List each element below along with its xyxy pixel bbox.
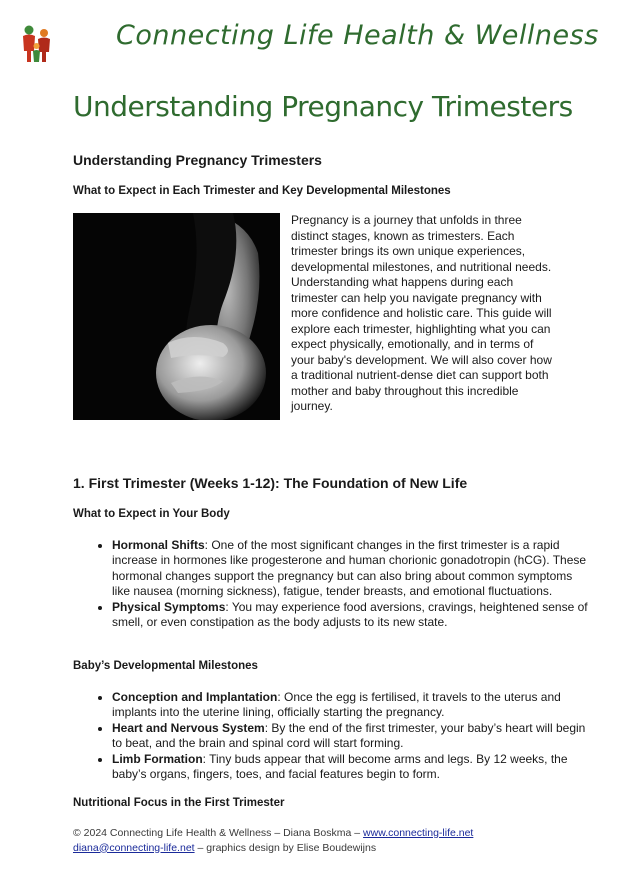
baby-milestones-heading: Baby’s Developmental Milestones xyxy=(73,660,258,672)
list-item-term: Heart and Nervous System xyxy=(112,720,265,735)
list-item xyxy=(112,690,592,721)
list-item-text: : Once the egg is fertilised, it travels to the uterus and implants into the uterine lining, officially starting the pregnancy. xyxy=(112,690,561,720)
page-title: Understanding Pregnancy Trimesters xyxy=(73,90,573,123)
footer-line-2 xyxy=(73,841,473,856)
section-heading: Understanding Pregnancy Trimesters xyxy=(73,152,322,168)
body-expectations-list xyxy=(73,538,592,630)
brand-name: Connecting Life Health & Wellness xyxy=(116,20,599,51)
section-tagline: What to Expect in Each Trimester and Key Developmental Milestones xyxy=(73,185,451,197)
email-link[interactable]: diana@connecting-life.net xyxy=(73,841,195,854)
footer-copyright: © 2024 Connecting Life Health & Wellness – Diana Boskma – xyxy=(73,827,364,839)
list-item xyxy=(112,721,592,752)
page-footer xyxy=(73,826,473,855)
list-item-term: Hormonal Shifts xyxy=(112,538,205,552)
pregnancy-photo xyxy=(73,213,280,420)
list-item xyxy=(112,600,592,631)
list-item-term: Conception and Implantation xyxy=(112,690,278,704)
list-item-text: : You may experience food aversions, cravings, heightened sense of smell, or even constipation as the body adjusts to its new state. xyxy=(112,599,588,630)
list-item-text: : By the end of the first trimester, your baby’s heart will begin to beat, and the brain and spinal cord will start forming. xyxy=(112,720,586,751)
nutrition-heading: Nutritional Focus in the First Trimester xyxy=(73,797,285,809)
body-expectations-heading: What to Expect in Your Body xyxy=(73,508,230,520)
footer-line-1 xyxy=(73,826,473,841)
family-figures-logo-icon xyxy=(20,24,54,64)
pregnant-woman-silhouette xyxy=(73,213,280,420)
list-item-text: : Tiny buds appear that will become arms and legs. By 12 weeks, the baby’s organs, fingers, toes, and facial features begin to form. xyxy=(112,751,568,782)
list-item-term: Limb Formation xyxy=(112,751,203,766)
page-header xyxy=(18,18,608,68)
list-item-text: : One of the most significant changes in the first trimester is a rapid increase in hormones like progesterone and human chorionic gonadotropin (hCG). These hormonal changes support the pregnancy but can also bring about common symptoms like nausea (morning sickness), fatigue, tender breasts, and emotional fluctuations. xyxy=(112,538,587,599)
website-link[interactable]: www.connecting-life.net xyxy=(363,827,474,839)
baby-milestones-list xyxy=(73,690,592,782)
footer-credit: – graphics design by Elise Boudewijns xyxy=(194,841,377,854)
list-item xyxy=(112,752,592,783)
list-item-term: Physical Symptoms xyxy=(112,599,226,614)
first-trimester-heading: 1. First Trimester (Weeks 1-12): The Foundation of New Life xyxy=(73,475,468,491)
list-item xyxy=(112,538,592,600)
intro-paragraph: Pregnancy is a journey that unfolds in three distinct stages, known as trimesters. Each trimester brings its own unique experiences, developmental milestones, and nutritional needs. Understanding what happens during each trimester can help you navigate pregnancy with more confidence and holistic care. This guide will explore each trimester, highlighting what you can expect physically, emotionally, and in terms of your baby's development. We will also cover how a traditional nutrient-dense diet can support both mother and baby throughout this incredible journey. xyxy=(291,213,552,413)
